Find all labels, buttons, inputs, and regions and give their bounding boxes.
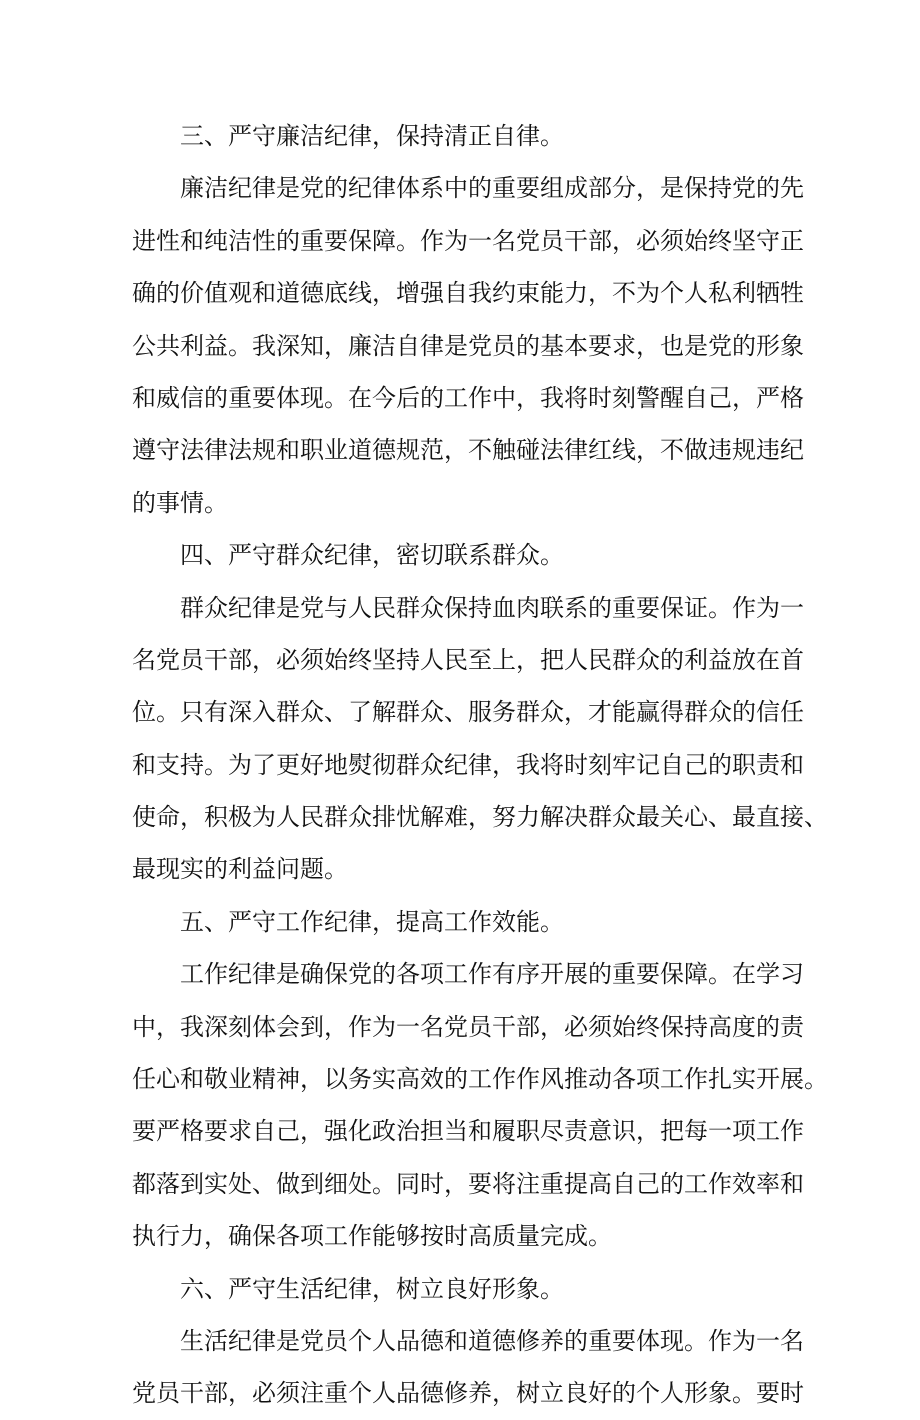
paragraph-line: 位。只有深入群众、了解群众、服务群众，才能赢得群众的信任: [132, 698, 804, 727]
paragraph-line: 党员干部，必须注重个人品德修养，树立良好的个人形象。要时: [132, 1379, 804, 1408]
paragraph-line: 名党员干部，必须始终坚持人民至上，把人民群众的利益放在首: [132, 645, 804, 674]
paragraph-line: 最现实的利益问题。: [132, 855, 348, 884]
paragraph-line: 要严格要求自己，强化政治担当和履职尽责意识，把每一项工作: [132, 1117, 804, 1146]
paragraph-line: 和支持。为了更好地熨彻群众纪律，我将时刻牢记自己的职责和: [132, 750, 804, 779]
section-heading-6: 六、严守生活纪律，树立良好形象。: [180, 1274, 564, 1303]
paragraph-line: 群众纪律是党与人民群众保持血肉联系的重要保证。作为一: [180, 593, 804, 622]
paragraph-line: 都落到实处、做到细处。同时，要将注重提高自己的工作效率和: [132, 1169, 804, 1198]
section-heading-5: 五、严守工作纪律，提高工作效能。: [180, 907, 564, 936]
paragraph-line: 工作纪律是确保党的各项工作有序开展的重要保障。在学习: [180, 960, 804, 989]
document-body: [132, 110, 828, 1420]
paragraph-line: 任心和敬业精神，以务实高效的工作作风推动各项工作扎实开展。: [132, 1065, 828, 1094]
paragraph-line: 遵守法律法规和职业道德规范，不触碰法律红线，不做违规违纪: [132, 436, 804, 465]
paragraph-line: 的事情。: [132, 488, 228, 517]
paragraph-line: 和威信的重要体现。在今后的工作中，我将时刻警醒自己，严格: [132, 383, 804, 412]
paragraph-line: 公共利益。我深知，廉洁自律是党员的基本要求，也是党的形象: [132, 331, 804, 360]
paragraph-line: 执行力，确保各项工作能够按时高质量完成。: [132, 1222, 612, 1251]
paragraph-line: 确的价值观和道德底线，增强自我约束能力，不为个人私利牺牲: [132, 279, 804, 308]
paragraph-line: 使命，积极为人民群众排忧解难，努力解决群众最关心、最直接、: [132, 803, 828, 832]
paragraph-line: 进性和纯洁性的重要保障。作为一名党员干部，必须始终坚守正: [132, 226, 804, 255]
paragraph-line: 生活纪律是党员个人品德和道德修养的重要体现。作为一名: [180, 1326, 804, 1355]
paragraph-line: 廉洁纪律是党的纪律体系中的重要组成部分，是保持党的先: [180, 174, 804, 203]
paragraph-line: 中，我深刻体会到，作为一名党员干部，必须始终保持高度的责: [132, 1012, 804, 1041]
section-heading-3: 三、严守廉洁纪律，保持清正自律。: [180, 122, 564, 150]
section-heading-4: 四、严守群众纪律，密切联系群众。: [180, 541, 564, 570]
